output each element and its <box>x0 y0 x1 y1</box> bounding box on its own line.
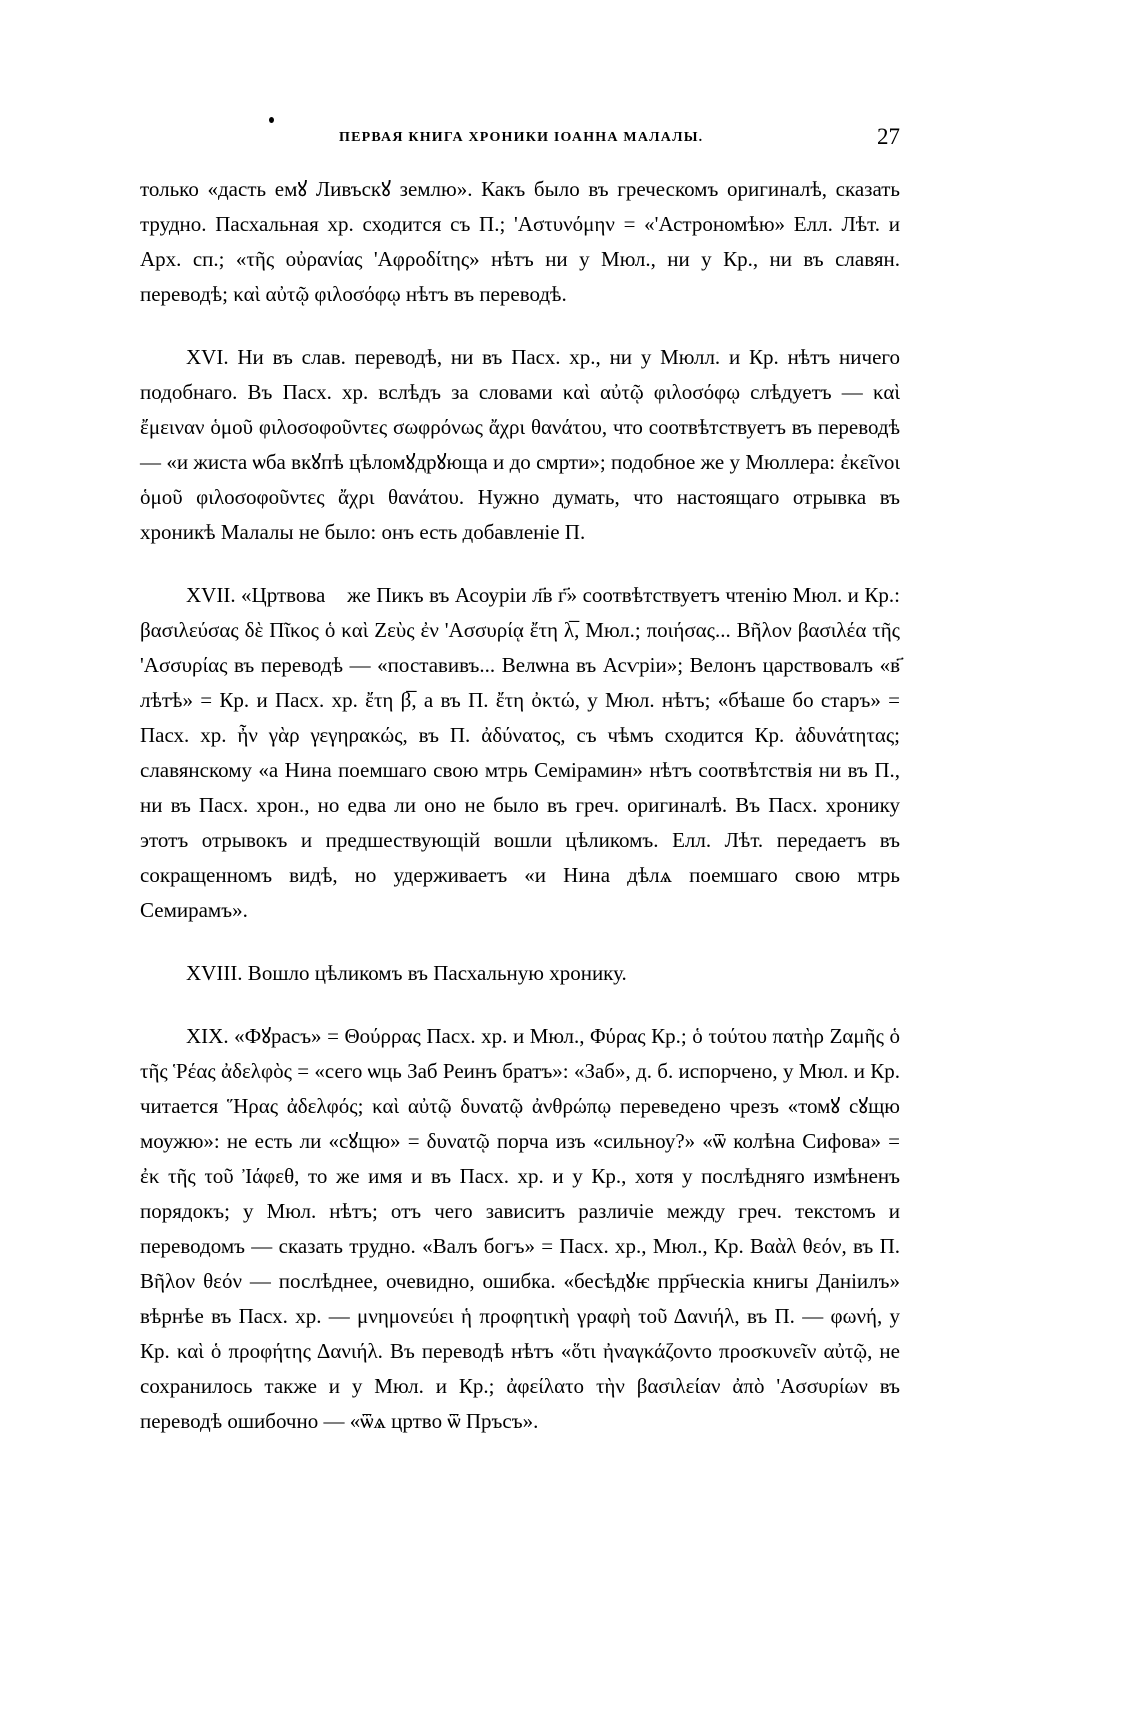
page-header <box>140 124 900 154</box>
paragraph-xviii: XVIII. Вошло цѣликомъ въ Пасхальную хронику. <box>186 961 627 985</box>
paragraph-xix: XIX. «Фꙋрасъ» = Θούρρας Пасх. хр. и Мюл., Φύρας Кр.; ὁ τούτου πατὴρ Ζαμῆς ὁ τῆς Ῥέας ἀδελφὸς = «сего ѡць Заб Реинъ братъ»: «Заб», д. б. испорчено, у Мюл. и Кр. читается Ἥρας ἀδελφός; καὶ αὐτῷ δυνατῷ ἀνθρώπῳ переведено чрезъ «томꙋ сꙋщю моужю»: не есть ли «сꙋщю» = δυνατῷ порча изъ «сильноу?» «ѿ колѣна Сифова» = ἐκ τῆς τοῦ Ἰάφεθ, то же имя и въ Пасх. хр. и у Кр., хотя у послѣдняго измѣненъ порядокъ; у Мюл. нѣтъ; отъ чего зависитъ различіе между греч. текстомъ и переводомъ — сказать трудно. «Валъ богъ» = Пасх. хр., Мюл., Кр. Βαὰλ θεόν, въ П. Вῆλον θεόν — послѣднее, очевидно, ошибка. «бесѣдꙋѥ прр҃ческіа книгы Даніилъ» вѣрнѣе въ Пасх. хр. — μνημονεύει ἡ προφητικὴ γραφὴ τοῦ Δανιήλ, въ П. — φωνή, у Кр. καὶ ὁ προφήτης Δανιήλ. Въ переводѣ нѣтъ «ὅτι ἠναγκάζοντο προσκυνεῖν αὐτῷ, не сохранилось также и у Мюл. и Кр.; ἀφείλατο τὴν βασιλείαν ἀπὸ 'Ασσυρίων въ переводѣ ошибочно — «ѿѧ цртво ѿ Пръсъ». <box>140 1024 900 1433</box>
printer-dot-mark <box>269 117 274 123</box>
paragraph-xvi: XVI. Ни въ слав. переводѣ, ни въ Пасх. хр., ни у Мюлл. и Кр. нѣтъ ничего подобнаго. Въ Пасх. хр. вслѣдъ за словами καὶ αὐτῷ φιλοσόφῳ слѣдуетъ — καὶ ἔμειναν ὁμοῦ φιλοσοφοῦντες σωφρόνως ἄχρι θανάτου, что соотвѣтствуетъ въ переводѣ — «и жиста ѡба вкꙋпѣ цѣломꙋдрꙋюща и до смрти»; подобное же у Мюллера: ἐκεῖνοι ὁμοῦ φιλοσοφοῦντες ἄχρι θανάτου. Нужно думать, что настоящаго отрывка въ хроникѣ Малалы не было: онъ есть добавленіе П. <box>140 345 900 544</box>
paragraph-xvii: XVII. «Цртвоваⷡ же Пикъ въ Асоуріи л҃в г҃» соотвѣтствуетъ чтенію Мюл. и Кр.: βασιλεύσας δὲ Πῖκος ὁ καὶ Ζεὺς ἐν 'Ασσυρίᾳ ἔτη λ̅, Мюл.; ποιήσας... Вῆλον βασιλέα τῆς 'Ασσυρίας въ переводѣ — «поставивъ... Велѡна въ Асѵріи»; Велонъ царствовалъ «в҃ лѣтѣ» = Кр. и Пасх. хр. ἔτη β̅, а въ П. ἔτη ὀκτώ, у Мюл. нѣтъ; «бѣаше бо старъ» = Пасх. хр. ἦν γὰρ γεγηρακώς, въ П. ἀδύνατος, съ чѣмъ сходится Кр. ἀδυνάτητας; славянскому «а Нина поемшаго свою мтрь Семірамин» нѣтъ соотвѣтствія ни въ П., ни въ Пасх. хрон., но едва ли оно не было въ греч. оригиналѣ. Въ Пасх. хронику этотъ отрывокъ и предшествующій вошли цѣликомъ. Елл. Лѣт. передаетъ въ сокращенномъ видѣ, но удерживаетъ «и Нина дѣлѧ поемшаго свою мтрь Семирамъ». <box>140 583 900 922</box>
page-number: 27 <box>877 124 900 149</box>
running-title: ПЕРВАЯ КНИГА ХРОНИКИ ІОАННА МАЛАЛЫ. <box>339 130 704 145</box>
paragraph-continuation: только «дасть емꙋ Ливъскꙋ землю». Какъ было въ греческомъ оригиналѣ, сказать трудно. Пасхальная хр. сходится съ П.; 'Αστυνόμην = «'Астрономѣю» Елл. Лѣт. и Арх. сп.; «τῆς οὐρανίας 'Αφροδίτης» нѣтъ ни у Мюл., ни у Кр., ни въ славян. переводѣ; καὶ αὐτῷ φιλοσόφῳ нѣтъ въ переводѣ. <box>140 177 900 306</box>
page-body <box>140 172 900 1467</box>
